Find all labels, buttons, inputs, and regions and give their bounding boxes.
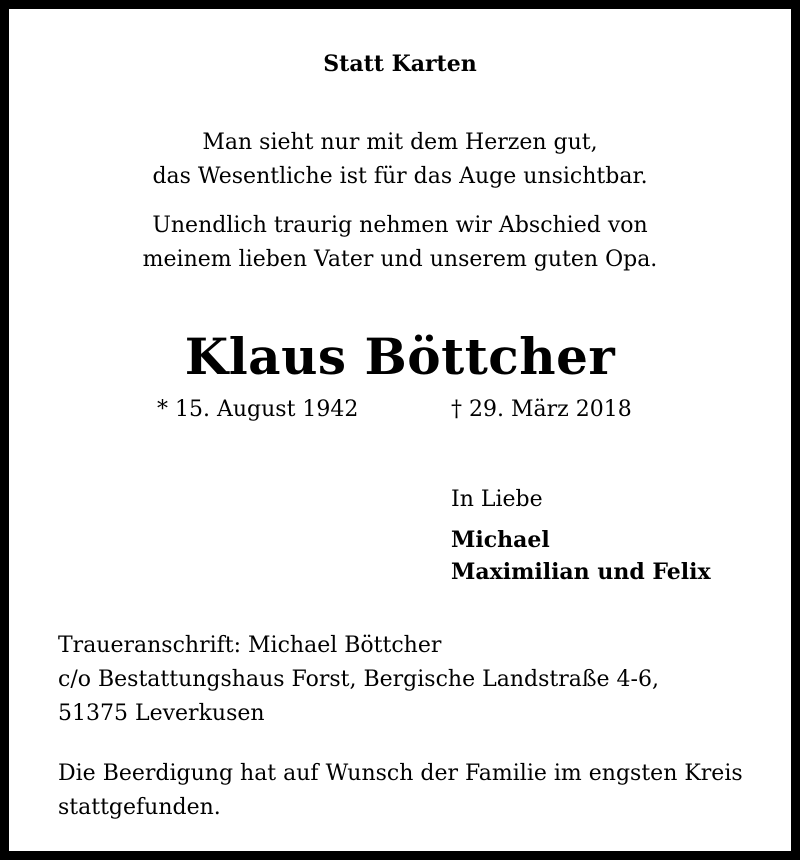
mourner-name: Michael [451,527,550,553]
mourner-name: Maximilian und Felix [451,559,711,585]
farewell-line-1: Unendlich traurig nehmen wir Abschied von [152,213,648,238]
address-line-1: Traueranschrift: Michael Böttcher [58,633,442,658]
address-line-2: c/o Bestattungshaus Forst, Bergische Landstraße 4-6, [58,667,659,692]
quote-line-1: Man sieht nur mit dem Herzen gut, [202,130,598,155]
funeral-note-line-2: stattgefunden. [58,795,221,820]
death-date: † 29. März 2018 [451,397,632,422]
mourners-intro: In Liebe [451,487,543,512]
quote-line-2: das Wesentliche ist für das Auge unsichtbar. [152,164,648,189]
address-line-3: 51375 Leverkusen [58,701,265,726]
notice-header: Statt Karten [323,51,477,77]
farewell-line-2: meinem lieben Vater und unserem guten Opa. [142,247,658,272]
deceased-name: Klaus Böttcher [184,327,616,386]
birth-date: * 15. August 1942 [157,397,359,422]
funeral-note-line-1: Die Beerdigung hat auf Wunsch der Familie im engsten Kreis [58,761,743,786]
